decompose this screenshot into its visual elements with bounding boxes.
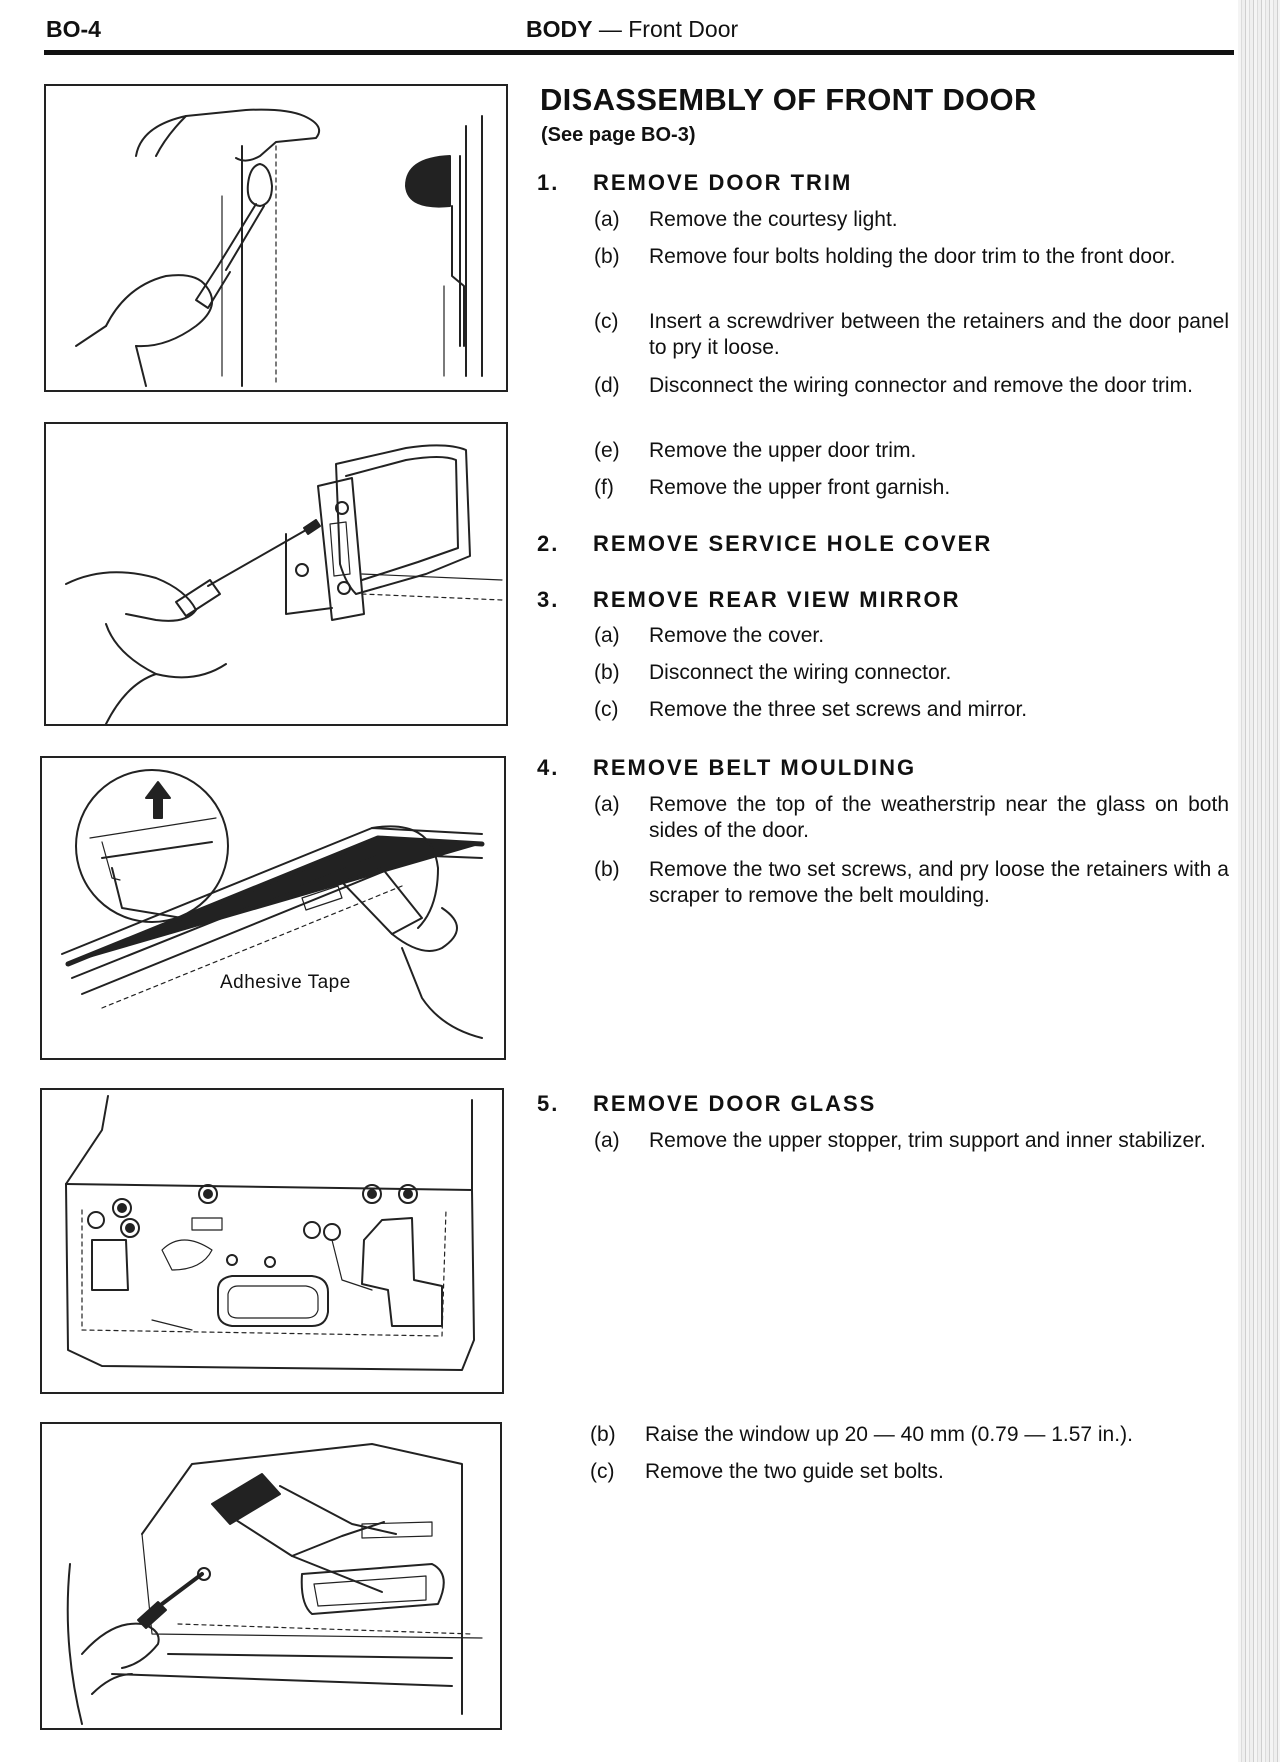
page-title-rest: — Front Door (592, 16, 739, 42)
door-panel-illustration (42, 1090, 502, 1392)
page-title (526, 16, 738, 43)
step-title: REMOVE DOOR GLASS (593, 1091, 877, 1116)
step-title: REMOVE SERVICE HOLE COVER (593, 531, 993, 556)
section-page-reference: (See page BO-3) (541, 124, 696, 146)
step-title: REMOVE DOOR TRIM (593, 170, 853, 195)
item-label: (e) (594, 439, 620, 462)
item-text: Insert a screwdriver between the retainers and the door panel to pry it loose. (649, 310, 1229, 359)
page-header (44, 12, 1234, 52)
step-number: 3. (537, 587, 560, 612)
item-label: (c) (590, 1460, 615, 1483)
door-trim-illustration (46, 86, 506, 390)
section-title: DISASSEMBLY OF FRONT DOOR (540, 82, 1037, 117)
step-title: REMOVE REAR VIEW MIRROR (593, 587, 961, 612)
item-text: Remove the two set screws, and pry loose the retainers with a scraper to remove the belt moulding. (649, 858, 1229, 907)
figure-belt-moulding (40, 756, 506, 1060)
item-label: (b) (594, 661, 620, 684)
item-text: Remove the top of the weatherstrip near the glass on both sides of the door. (649, 793, 1229, 842)
header-rule (44, 50, 1234, 55)
adhesive-tape-label: Adhesive Tape (220, 972, 351, 993)
item-label: (d) (594, 374, 620, 397)
page-code: BO-4 (46, 16, 101, 42)
figure-door-inner-panel (40, 1088, 504, 1394)
figure-rear-view-mirror (44, 422, 508, 726)
regulator-illustration (42, 1424, 500, 1728)
figure-door-trim (44, 84, 508, 392)
step-number: 1. (537, 170, 560, 195)
item-label: (a) (594, 1129, 620, 1152)
item-text: Remove the courtesy light. (649, 208, 898, 231)
belt-moulding-illustration (42, 758, 504, 1058)
item-text: Remove the upper stopper, trim support and inner stabilizer. (649, 1129, 1206, 1152)
step-title: REMOVE BELT MOULDING (593, 755, 917, 780)
step-number: 5. (537, 1091, 560, 1116)
figure-window-regulator (40, 1422, 502, 1730)
step-number: 4. (537, 755, 560, 780)
item-text: Remove the three set screws and mirror. (649, 698, 1028, 721)
item-text: Remove four bolts holding the door trim to the front door. (649, 245, 1176, 268)
item-text: Remove the cover. (649, 624, 825, 647)
item-label: (a) (594, 624, 620, 647)
item-text: Remove the upper door trim. (649, 439, 917, 462)
page-title-bold: BODY (526, 16, 593, 42)
item-text: Disconnect the wiring connector and remove the door trim. (649, 374, 1193, 397)
item-label: (a) (594, 793, 620, 816)
item-label: (a) (594, 208, 620, 231)
item-label: (f) (594, 476, 614, 499)
item-text: Disconnect the wiring connector. (649, 661, 952, 684)
item-label: (c) (594, 310, 619, 333)
item-label: (c) (594, 698, 619, 721)
item-text: Raise the window up 20 — 40 mm (0.79 — 1.57 in.). (645, 1423, 1133, 1446)
mirror-illustration (46, 424, 506, 724)
item-label: (b) (594, 245, 620, 268)
item-label: (b) (594, 858, 620, 881)
step-number: 2. (537, 531, 560, 556)
item-text: Remove the two guide set bolts. (645, 1460, 944, 1483)
item-label: (b) (590, 1423, 616, 1446)
page-edge (1238, 0, 1280, 1762)
item-text: Remove the upper front garnish. (649, 476, 951, 499)
